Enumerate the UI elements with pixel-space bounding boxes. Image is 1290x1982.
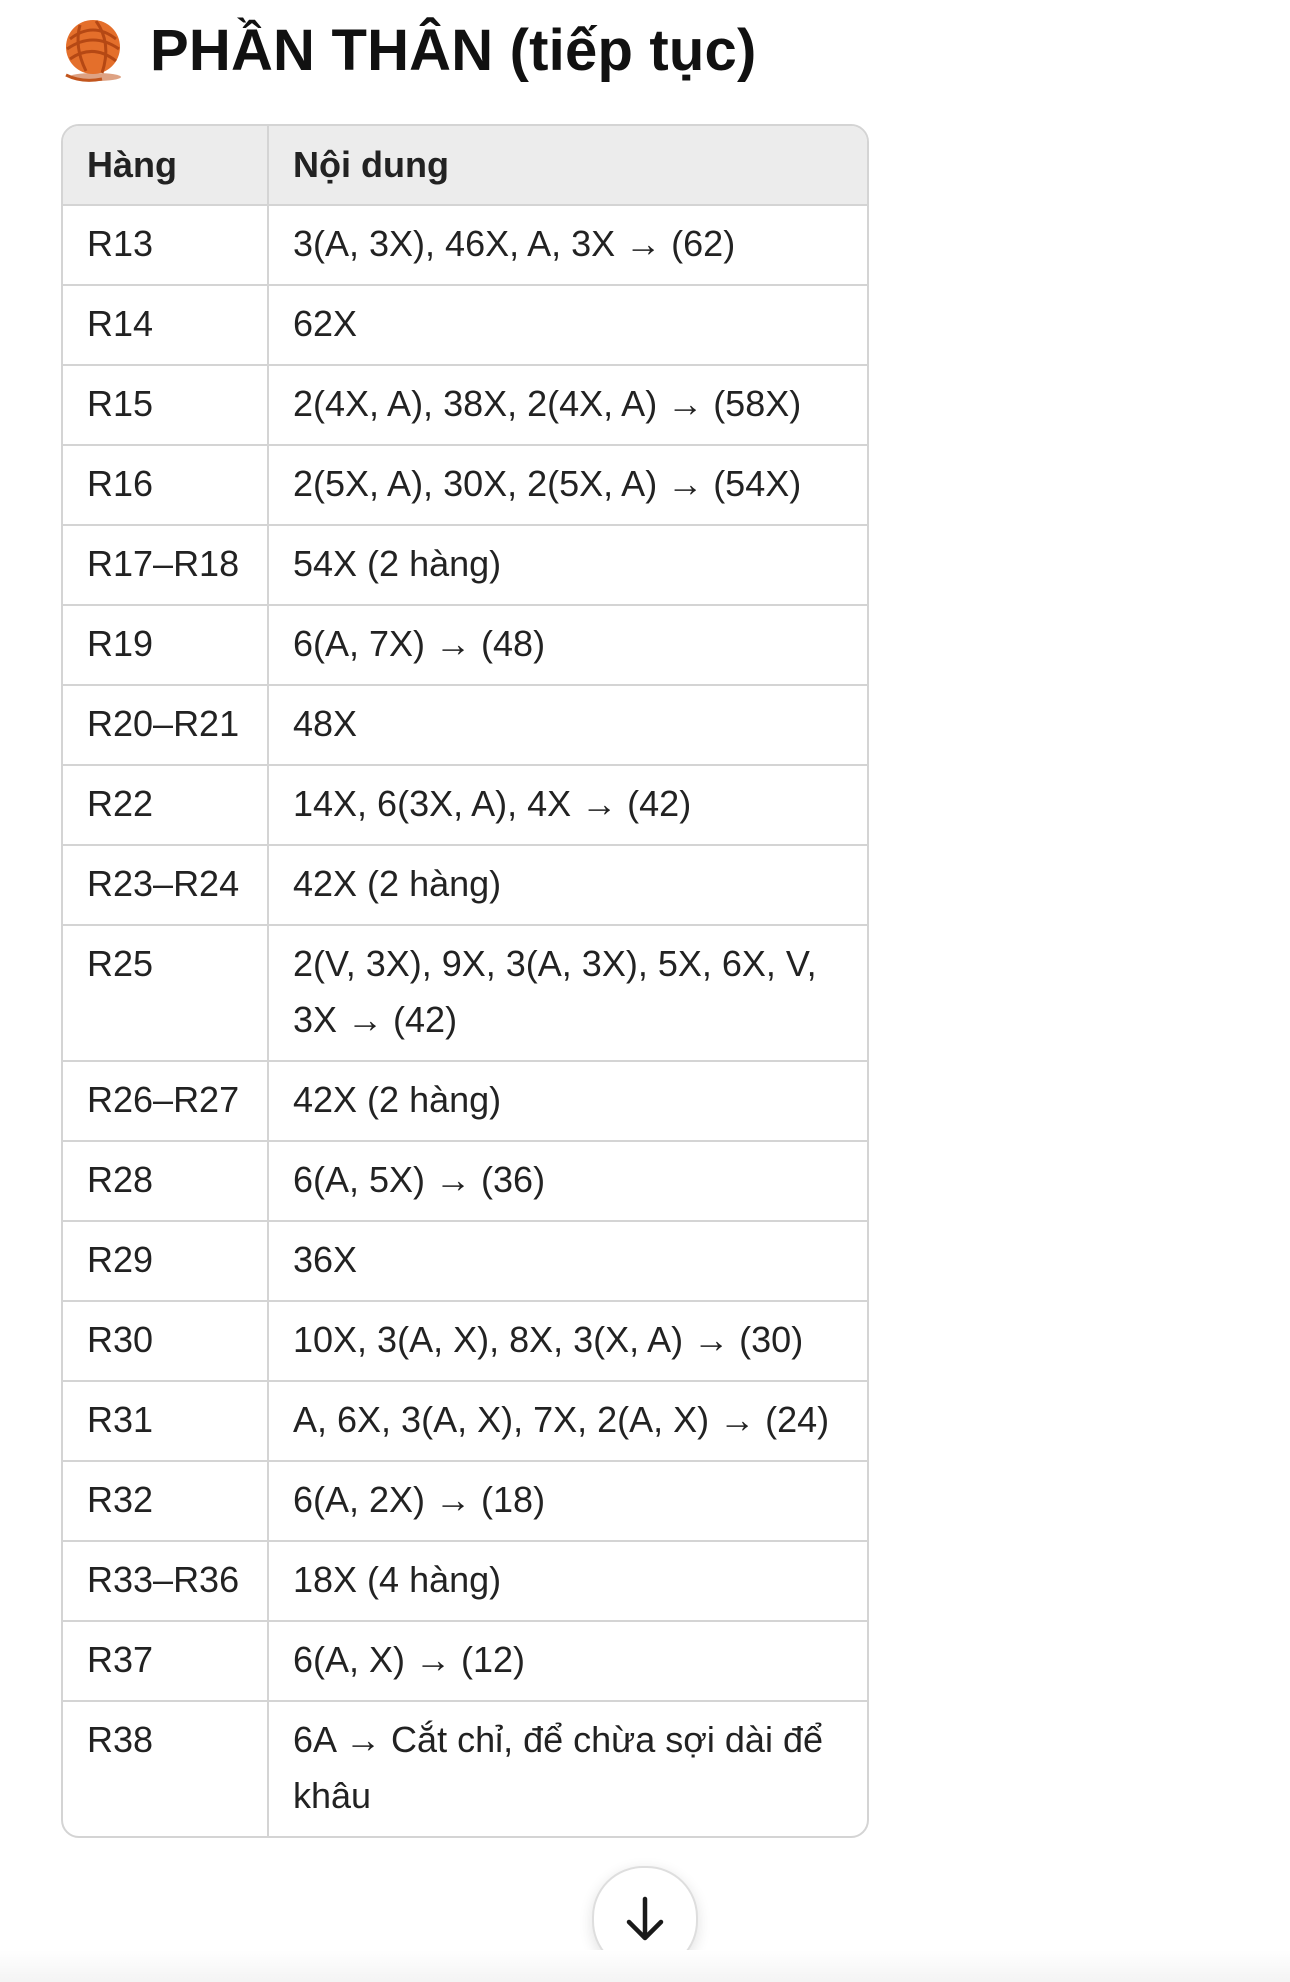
table-row — [63, 205, 867, 285]
row-content: 42X (2 hàng) — [268, 845, 867, 925]
row-label: R17–R18 — [63, 525, 268, 605]
row-content: 62X — [268, 285, 867, 365]
row-content: 6(A, X) → (12) — [268, 1621, 867, 1701]
table-row — [63, 1381, 867, 1461]
row-content: 42X (2 hàng) — [268, 1061, 867, 1141]
row-content: 10X, 3(A, X), 8X, 3(X, A) → (30) — [268, 1301, 867, 1381]
row-label: R20–R21 — [63, 685, 268, 765]
row-label: R26–R27 — [63, 1061, 268, 1141]
row-label: R13 — [63, 205, 268, 285]
row-label: R15 — [63, 365, 268, 445]
row-content: 54X (2 hàng) — [268, 525, 867, 605]
row-label: R31 — [63, 1381, 268, 1461]
table-row — [63, 1221, 867, 1301]
pattern-table — [61, 124, 869, 1838]
row-label: R23–R24 — [63, 845, 268, 925]
section-heading — [62, 12, 757, 88]
table-row — [63, 1301, 867, 1381]
row-label: R33–R36 — [63, 1541, 268, 1621]
row-label: R22 — [63, 765, 268, 845]
table-row — [63, 445, 867, 525]
bottom-edge — [0, 1950, 1290, 1982]
column-header-row: Hàng — [63, 126, 268, 205]
row-label: R37 — [63, 1621, 268, 1701]
row-content: 14X, 6(3X, A), 4X → (42) — [268, 765, 867, 845]
row-label: R19 — [63, 605, 268, 685]
row-label: R25 — [63, 925, 268, 1061]
table-row — [63, 845, 867, 925]
arrow-down-icon — [623, 1895, 667, 1943]
table-row — [63, 365, 867, 445]
row-content: 2(4X, A), 38X, 2(4X, A) → (58X) — [268, 365, 867, 445]
row-content: 6A → Cắt chỉ, để chừa sợi dài để khâu — [268, 1701, 867, 1836]
table-row — [63, 1701, 867, 1836]
yarn-ball-icon — [62, 17, 124, 83]
table-row — [63, 285, 867, 365]
row-label: R32 — [63, 1461, 268, 1541]
table-row — [63, 685, 867, 765]
row-content: 3(A, 3X), 46X, A, 3X → (62) — [268, 205, 867, 285]
row-label: R28 — [63, 1141, 268, 1221]
table-row — [63, 1621, 867, 1701]
table-header-row — [63, 126, 867, 205]
table-row — [63, 1061, 867, 1141]
row-label: R14 — [63, 285, 268, 365]
row-label: R29 — [63, 1221, 268, 1301]
row-content: 6(A, 2X) → (18) — [268, 1461, 867, 1541]
table-body — [63, 205, 867, 1836]
row-label: R38 — [87, 1719, 154, 1760]
table-row — [63, 765, 867, 845]
page-title: PHẦN THÂN (tiếp tục) — [150, 17, 757, 83]
table-row — [63, 1461, 867, 1541]
row-label: R16 — [63, 445, 268, 525]
column-header-content: Nội dung — [268, 126, 867, 205]
table-row — [63, 605, 867, 685]
row-content: A, 6X, 3(A, X), 7X, 2(A, X) → (24) — [268, 1381, 867, 1461]
table-row — [63, 1541, 867, 1621]
table-row — [63, 925, 867, 1061]
row-content: 6(A, 7X) → (48) — [268, 605, 867, 685]
table-row — [63, 1141, 867, 1221]
row-content: 2(V, 3X), 9X, 3(A, 3X), 5X, 6X, V, 3X → (42) — [268, 925, 867, 1061]
table-row — [63, 525, 867, 605]
row-label: R30 — [63, 1301, 268, 1381]
row-content: 6(A, 5X) → (36) — [268, 1141, 867, 1221]
row-content: 48X — [268, 685, 867, 765]
row-content: 36X — [268, 1221, 867, 1301]
row-content: 2(5X, A), 30X, 2(5X, A) → (54X) — [268, 445, 867, 525]
row-content: 18X (4 hàng) — [268, 1541, 867, 1621]
